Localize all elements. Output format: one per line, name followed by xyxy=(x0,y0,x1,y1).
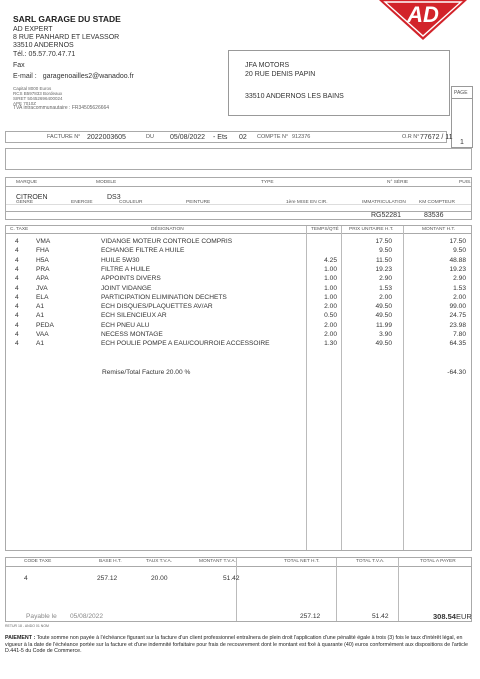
or-label: O.R N° xyxy=(402,134,420,140)
tot-base: 257.12 xyxy=(97,575,118,582)
line-qty: 1.00 xyxy=(324,265,337,273)
page-number: 1 xyxy=(460,139,464,146)
line-unit: 11.99 xyxy=(375,321,392,329)
line-unit: 49.50 xyxy=(375,340,392,348)
line-code: ELA xyxy=(36,293,49,301)
vh-couleur: COULEUR xyxy=(119,200,143,205)
line-qty: 1.00 xyxy=(324,275,337,283)
page-label: PAGE xyxy=(454,90,468,96)
line-code: APA xyxy=(36,275,49,283)
vehicle-km: 83536 xyxy=(424,212,444,219)
garage-tel: Tél.: 05.57.70.47.71 xyxy=(13,51,76,58)
line-designation: JOINT VIDANGE xyxy=(101,284,152,292)
invoice-bar xyxy=(5,131,453,143)
line-taxe: 4 xyxy=(15,312,19,320)
page-box xyxy=(451,86,473,148)
line-code: A1 xyxy=(36,312,45,320)
line-amount: 2.90 xyxy=(453,275,466,283)
remise-amount: -64.30 xyxy=(447,369,466,376)
tot-total-ht: 257.12 xyxy=(300,613,321,620)
line-unit: 1.53 xyxy=(379,284,392,292)
ad-logo xyxy=(377,0,469,40)
line-code: VAA xyxy=(36,331,49,338)
tot-h-total-ht: TOTAL NET H.T. xyxy=(284,559,320,564)
line-code: A1 xyxy=(36,303,45,311)
line-code: A1 xyxy=(36,340,45,348)
paiement-label: PAIEMENT : xyxy=(5,635,36,641)
ets-label: - Ets xyxy=(213,134,228,141)
facture-number: 2022003605 xyxy=(87,134,126,141)
tot-taux: 20.00 xyxy=(151,575,168,582)
line-designation: VIDANGE MOTEUR CONTROLE COMPRIS xyxy=(101,238,233,245)
vh-serie: N° SÉRIE xyxy=(387,180,409,185)
garage-siret: SIRET 50452696400024 xyxy=(13,96,63,101)
line-code: VMA xyxy=(36,238,51,245)
vh-modele: MODELE xyxy=(96,180,117,185)
printer-ref: RETUR 18 - ANDO 01 NOM xyxy=(5,624,49,628)
garage-info xyxy=(13,14,134,111)
line-unit: 49.50 xyxy=(375,303,392,311)
line-designation: APPOINTS DIVERS xyxy=(101,275,161,283)
invoice-date: 05/08/2022 xyxy=(170,134,206,141)
line-qty: 4.25 xyxy=(324,256,337,264)
customer-address: 20 RUE DENIS PAPIN xyxy=(245,71,316,78)
garage-tva: TVA intracommunautaire : FR34505626664 xyxy=(13,105,110,111)
line-taxe: 4 xyxy=(15,331,19,338)
tot-montant-tva: 51.42 xyxy=(223,575,240,582)
line-unit: 17.50 xyxy=(375,238,392,245)
line-designation: HUILE 5W30 xyxy=(101,256,140,264)
payable-date: 05/08/2022 xyxy=(70,613,104,620)
line-unit: 9.50 xyxy=(379,247,392,255)
line-amount: 17.50 xyxy=(449,238,466,245)
line-qty: 1.30 xyxy=(324,340,337,348)
paiement-text: Toute somme non payée à l'échéance figurant sur la facture d'un client professionnel entraînera de plein droit l'application d'une pénalité égale à trois (3) fois le taux d'intérêt légal, en vigueur à la date de l'échéance portée sur la facture et d'une indemnité forfaitaire pour frais de recouvrement dont le montant est fixé à quarante (40) euros conformément aux dispositions de l'article D.441-5 du Code de Commerce. xyxy=(5,635,468,655)
vh-km: KM COMPTEUR xyxy=(419,200,455,205)
line-qty: 1.00 xyxy=(324,284,337,292)
line-taxe: 4 xyxy=(15,340,19,348)
th-taxe: C. TAXE xyxy=(10,227,29,232)
customer-box xyxy=(228,50,450,116)
vh-puis: PUIS. xyxy=(459,180,472,185)
remise-label: Remise/Total Facture 20.00 % xyxy=(102,369,191,376)
line-taxe: 4 xyxy=(15,256,19,264)
garage-city: 33510 ANDERNOS xyxy=(13,42,74,49)
line-qty: 2.00 xyxy=(324,321,337,329)
th-temps: TEMPS/QTÉ xyxy=(311,227,339,232)
garage-capital: Capital 8000 Euros xyxy=(13,86,52,91)
line-amount: 19.23 xyxy=(449,265,466,273)
line-taxe: 4 xyxy=(15,293,19,301)
line-amount: 23.98 xyxy=(449,321,466,329)
garage-rcs: RCS B597833 Bordeaux xyxy=(13,91,63,96)
vh-peinture: PEINTURE xyxy=(186,200,211,205)
garage-email xyxy=(13,73,134,81)
th-montant: MONTANT H.T. xyxy=(422,227,456,232)
tot-h-total-payer: TOTAL A PAYER xyxy=(420,559,456,564)
line-taxe: 4 xyxy=(15,303,19,311)
line-taxe: 4 xyxy=(15,265,19,273)
line-amount: 24.75 xyxy=(449,312,466,320)
ad-logo-text: AD xyxy=(407,2,439,27)
customer-name: JFA MOTORS xyxy=(245,62,290,69)
ets-value: 02 xyxy=(239,134,247,141)
garage-ape: APE 7010Z xyxy=(13,101,37,106)
tot-h-montant-tva: MONTANT T.V.A. xyxy=(199,559,236,564)
tot-total-tva: 51.42 xyxy=(372,613,389,620)
compte-value: 912376 xyxy=(292,134,311,140)
garage-fax-label: Fax xyxy=(13,62,25,69)
line-taxe: 4 xyxy=(15,238,19,245)
vh-mise-circ: 1ère MISE EN CIR. xyxy=(286,200,328,205)
line-amount: 2.00 xyxy=(453,293,466,301)
line-taxe: 4 xyxy=(15,275,19,283)
payment-terms xyxy=(5,635,475,655)
line-code: JVA xyxy=(36,284,48,292)
table-row xyxy=(6,340,471,350)
tot-total-payer xyxy=(433,612,472,621)
garage-brand: AD EXPERT xyxy=(13,26,53,33)
line-unit: 2.90 xyxy=(379,275,392,283)
line-qty: 2.00 xyxy=(324,303,337,311)
line-qty: 2.00 xyxy=(324,331,337,338)
email-value: garagenoailles2@wanadoo.fr xyxy=(42,73,134,80)
line-designation: ECHANGE FILTRE A HUILE xyxy=(101,247,185,255)
vh-energie: ENERGIE xyxy=(71,200,93,205)
line-designation: ECH PNEU ALU xyxy=(101,321,150,329)
tot-h-code: CODE TAXE xyxy=(24,559,52,564)
or-value: 77672 / 11 xyxy=(420,134,453,141)
payable-label: Payable le xyxy=(26,613,57,620)
line-code: FHA xyxy=(36,247,50,255)
vh-genre: GENRE xyxy=(16,200,34,205)
th-prix: PRIX UNITAIRE H.T. xyxy=(349,227,394,232)
vehicle-box xyxy=(5,177,472,220)
garage-name: SARL GARAGE DU STADE xyxy=(13,14,121,24)
line-amount: 1.53 xyxy=(453,284,466,292)
garage-address: 8 RUE PANHARD ET LEVASSOR xyxy=(13,34,120,41)
line-unit: 3.90 xyxy=(379,331,392,338)
line-unit: 2.00 xyxy=(379,293,392,301)
line-designation: FILTRE A HUILE xyxy=(101,265,150,273)
compte-label: COMPTE N° xyxy=(257,134,289,140)
notes-box xyxy=(5,148,472,170)
line-amount: 48.88 xyxy=(449,256,466,264)
vh-immat: IMMATRICULATION xyxy=(362,200,406,205)
total-payer-currency: EUR xyxy=(455,612,472,621)
line-designation: ECH DISQUES/PLAQUETTES AV/AR xyxy=(101,303,213,311)
line-designation: NECESS MONTAGE xyxy=(101,331,163,338)
line-amount: 99.00 xyxy=(449,303,466,311)
line-designation: ECH SILENCIEUX AR xyxy=(101,312,167,320)
tot-h-total-tva: TOTAL T.V.A. xyxy=(356,559,385,564)
vh-type: TYPE xyxy=(261,180,274,185)
line-code: PRA xyxy=(36,265,50,273)
tot-h-base: BASE H.T. xyxy=(99,559,122,564)
line-unit: 11.50 xyxy=(375,256,392,264)
lines-table xyxy=(5,225,472,551)
line-qty: 0.50 xyxy=(324,312,337,320)
line-designation: ECH POULIE POMPE A EAU/COURROIE ACCESSOIRE xyxy=(101,340,270,348)
line-taxe: 4 xyxy=(15,321,19,329)
du-label: DU xyxy=(146,134,154,140)
th-designation: DÉSIGNATION xyxy=(151,227,184,232)
line-amount: 7.80 xyxy=(453,331,466,338)
line-qty: 1.00 xyxy=(324,293,337,301)
tot-h-taux: TAUX T.V.A. xyxy=(146,559,173,564)
line-unit: 19.23 xyxy=(375,265,392,273)
customer-city: 33510 ANDERNOS LES BAINS xyxy=(245,93,344,100)
totals-box xyxy=(5,557,472,622)
line-unit: 49.50 xyxy=(375,312,392,320)
line-taxe: 4 xyxy=(15,284,19,292)
tot-code: 4 xyxy=(24,575,28,582)
vh-marque: MARQUE xyxy=(16,180,38,185)
line-amount: 9.50 xyxy=(453,247,466,255)
vehicle-immat: RG52281 xyxy=(371,212,401,219)
line-taxe: 4 xyxy=(15,247,19,255)
line-code: PEDA xyxy=(36,321,54,329)
line-designation: PARTICIPATION ELIMINATION DECHETS xyxy=(101,293,227,301)
line-code: H5A xyxy=(36,256,49,264)
line-amount: 64.35 xyxy=(449,340,466,348)
vehicle-marque: CITROEN xyxy=(16,194,48,201)
email-label: E-mail : xyxy=(13,73,37,80)
vehicle-modele: DS3 xyxy=(107,194,121,201)
facture-label: FACTURE N° xyxy=(47,134,81,140)
total-payer-value: 308.54 xyxy=(433,612,456,621)
